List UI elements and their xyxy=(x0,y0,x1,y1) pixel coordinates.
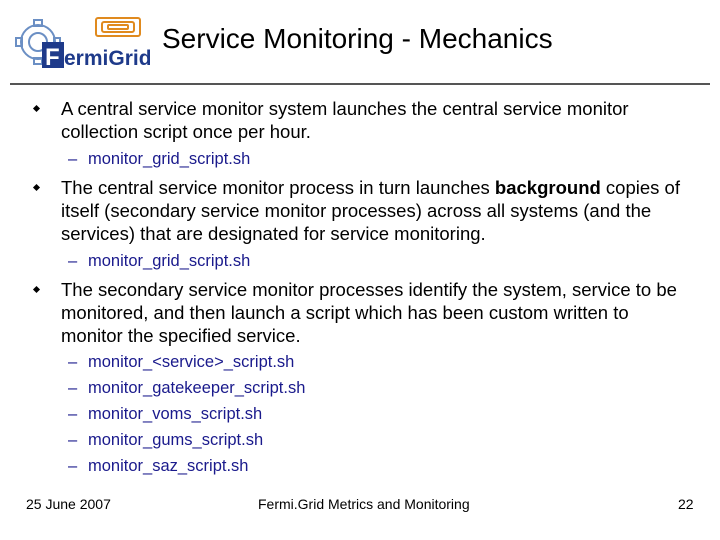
bullet-marker-icon xyxy=(33,184,40,191)
bullet-text-post: copies of itself (secondary service monitor processes) across all systems (and the services) that are designated for service monitoring. xyxy=(61,177,680,244)
slide-title: Service Monitoring - Mechanics xyxy=(162,23,553,54)
grid-boxes-icon xyxy=(96,18,140,36)
bullet-text: The secondary service monitor processes identify the system, service to be monitored, and then launch a script which has been custom written to monitor the specified service. xyxy=(61,279,677,346)
bullet-text-bold: background xyxy=(494,177,601,198)
sub-item-text: monitor_gatekeeper_script.sh xyxy=(88,379,306,397)
fermigrid-logo-graphic xyxy=(12,12,150,74)
sub-item xyxy=(68,378,306,398)
sub-item-text: monitor_grid_script.sh xyxy=(88,252,251,270)
bullet-item xyxy=(61,176,691,245)
sub-item xyxy=(68,456,249,476)
dash-marker: – xyxy=(68,457,78,475)
svg-text:ermiGrid: ermiGrid xyxy=(64,47,150,70)
bullet-item xyxy=(61,278,691,347)
bullet-marker-icon xyxy=(33,286,40,293)
sub-item xyxy=(68,352,295,372)
bullet-text: A central service monitor system launches the central service monitor collection script once per hour. xyxy=(61,98,629,142)
title-divider xyxy=(10,83,710,85)
bullet-item xyxy=(61,97,691,143)
dash-marker: – xyxy=(68,252,78,270)
sub-item-text: monitor_saz_script.sh xyxy=(88,457,249,475)
footer-title: Fermi.Grid Metrics and Monitoring xyxy=(258,496,470,512)
dash-marker: – xyxy=(68,379,78,397)
footer-date: 25 June 2007 xyxy=(26,496,111,512)
dash-marker: – xyxy=(68,150,78,168)
sub-item xyxy=(68,149,251,169)
sub-item-text: monitor_<service>_script.sh xyxy=(88,353,295,371)
sub-item xyxy=(68,430,264,450)
page-number: 22 xyxy=(678,496,694,512)
sub-item-text: monitor_grid_script.sh xyxy=(88,150,251,168)
bullet-text-pre: The central service monitor process in turn launches xyxy=(61,177,495,198)
fermigrid-logo xyxy=(12,12,150,74)
dash-marker: – xyxy=(68,431,78,449)
sub-item-text: monitor_gums_script.sh xyxy=(88,431,264,449)
svg-text:F: F xyxy=(45,44,60,71)
dash-marker: – xyxy=(68,405,78,423)
dash-marker: – xyxy=(68,353,78,371)
sub-item-text: monitor_voms_script.sh xyxy=(88,405,263,423)
bullet-marker-icon xyxy=(33,105,40,112)
sub-item xyxy=(68,251,251,271)
sub-item xyxy=(68,404,263,424)
